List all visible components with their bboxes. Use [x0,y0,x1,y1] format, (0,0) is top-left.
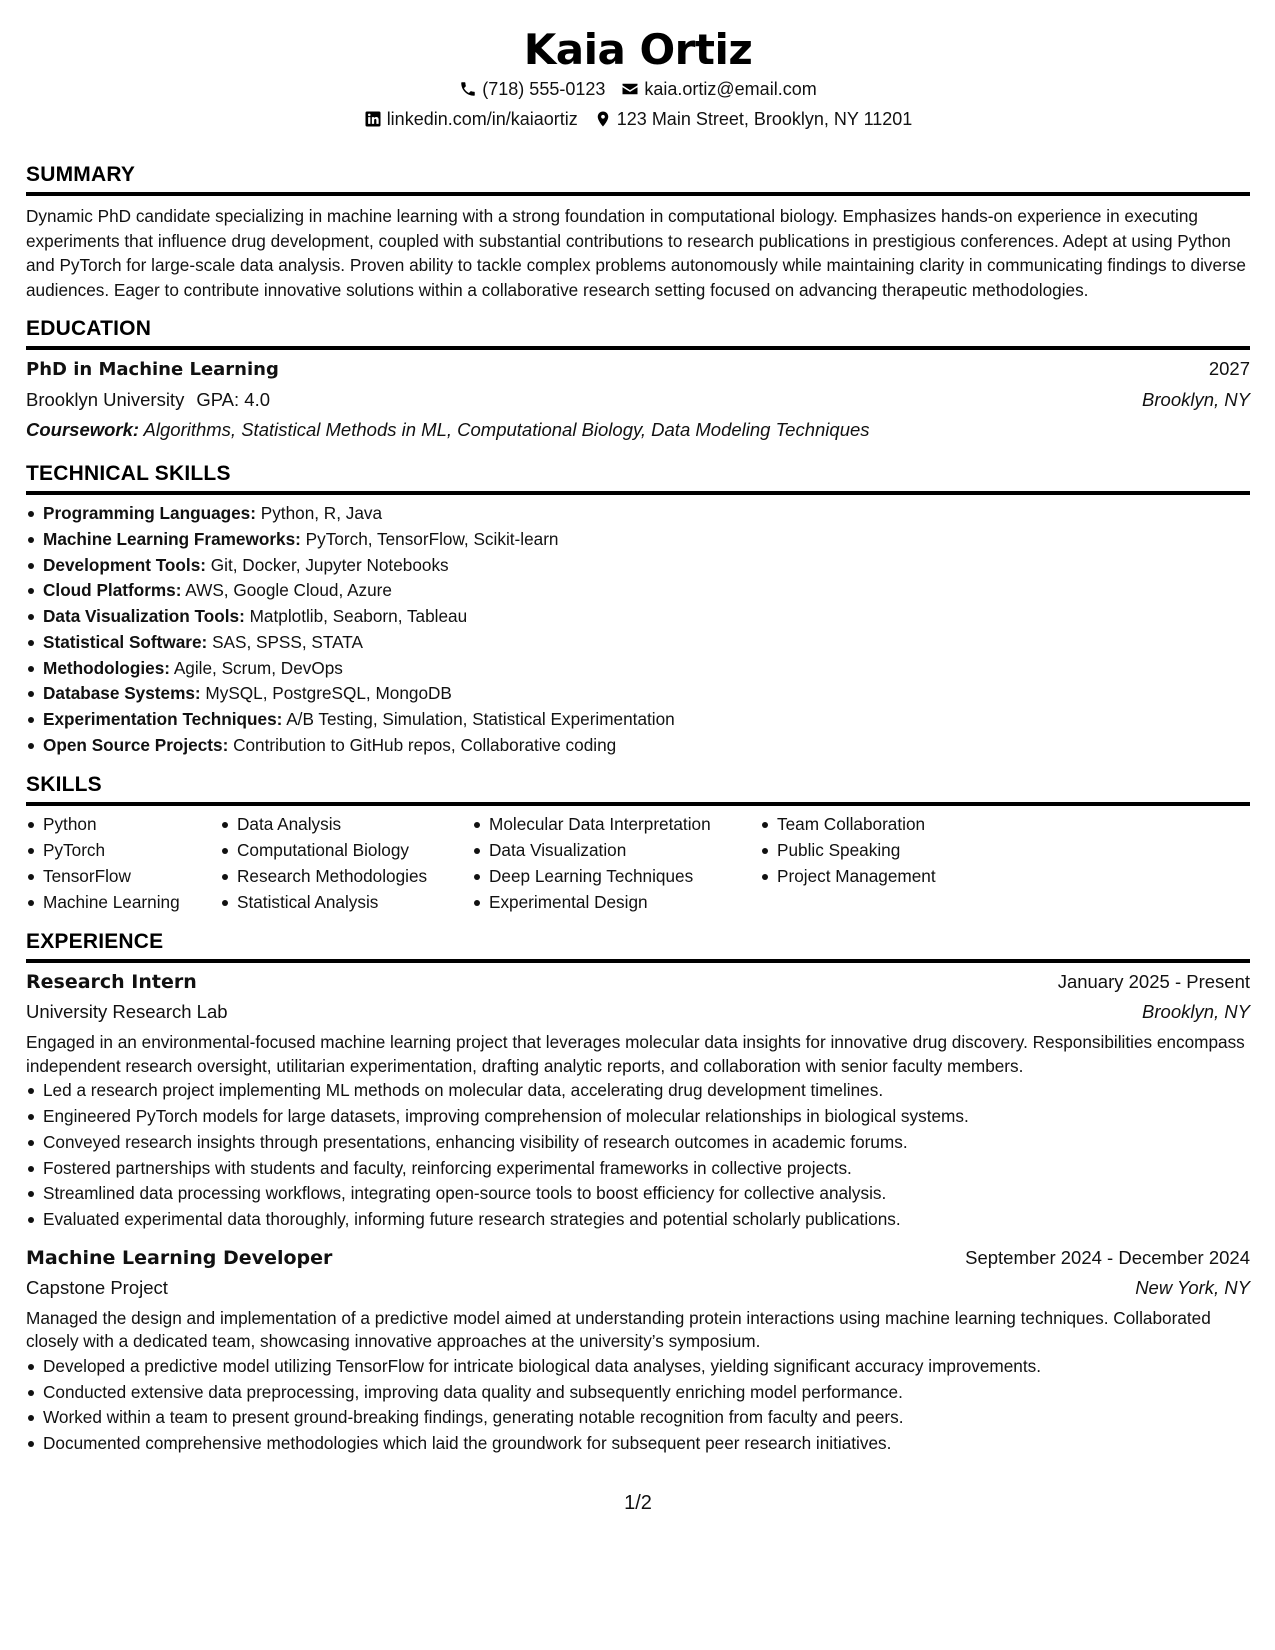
coursework-label: Coursework: [26,419,140,441]
skill-category-value: Git, Docker, Jupyter Notebooks [210,554,449,575]
list-item: Led a research project implementing ML methods on molecular data, accelerating drug development timelines. [26,1078,1250,1104]
list-item: Data Analysis [220,812,472,838]
skill-category-label: Open Source Projects: [43,734,229,755]
skills-column [760,812,1020,915]
job-description: Engaged in an environmental-focused machine learning project that leverages molecular data insights for innovative drug discovery. Responsibilities encompass independent research oversight, utilitarian experimentation, drafting analytic reports, and collaboration with senior faculty members. [26,1032,1245,1076]
job-organization: University Research Lab [26,1001,228,1023]
experience-heading: EXPERIENCE [26,930,164,954]
list-item: Worked within a team to present ground-breaking findings, generating notable recognition from faculty and peers. [26,1405,1250,1431]
skill-category-value: Agile, Scrum, DevOps [173,657,343,678]
candidate-name: Kaia Ortiz [523,25,753,74]
skill-category-value: A/B Testing, Simulation, Statistical Experimentation [286,709,675,729]
list-item: Conveyed research insights through presentations, enhancing visibility of research outcomes in academic forums. [26,1130,1250,1156]
job-title: Research Intern [26,971,197,994]
list-item: Molecular Data Interpretation [472,812,760,838]
section-divider [26,959,1250,963]
section-divider [26,192,1250,196]
job-bullets [26,1078,1250,1232]
list-item: Documented comprehensive methodologies which laid the groundwork for subsequent peer research initiatives. [26,1431,1250,1457]
job-row-1 [26,1243,1250,1273]
email-link[interactable]: kaia.ortiz@email.com [644,79,817,99]
job-row-2 [26,997,1250,1027]
contact-linkedin[interactable] [364,104,578,134]
summary-heading: SUMMARY [26,163,136,186]
job-title: Machine Learning Developer [26,1246,333,1269]
skill-category-label: Experimentation Techniques: [43,709,283,729]
list-item: Conducted extensive data preprocessing, improving data quality and subsequently enriching model performance. [26,1380,1250,1406]
list-item: Developed a predictive model utilizing TensorFlow for intricate biological data analyses, yielding significant accuracy improvements. [26,1354,1250,1380]
skill-category-label: Development Tools: [43,554,206,575]
linkedin-icon [364,110,382,128]
education-year: 2027 [1208,358,1250,380]
list-item: Public Speaking [760,838,1020,864]
job-dates: January 2025 - Present [1057,971,1250,993]
contact-email[interactable] [621,74,816,104]
education-section [26,316,1250,445]
skill-category-value: SAS, SPSS, STATA [212,631,363,652]
envelope-icon [621,80,639,98]
education-school: Brooklyn University [26,389,185,411]
job-dates: September 2024 - December 2024 [965,1246,1250,1268]
education-location: Brooklyn, NY [1142,389,1250,411]
list-item [26,527,1250,553]
job-row-2 [26,1273,1250,1303]
list-item: Evaluated experimental data thoroughly, informing future research strategies and potential scholarly publications. [26,1207,1250,1233]
list-item: Computational Biology [220,838,472,864]
address-text: 123 Main Street, Brooklyn, NY 11201 [616,109,913,129]
skill-category-value: AWS, Google Cloud, Azure [185,580,392,601]
education-coursework [26,415,1250,445]
skills-column [26,812,220,915]
section-divider [26,491,1250,495]
linkedin-link[interactable]: linkedin.com/in/kaiaortiz [386,109,578,129]
education-degree: PhD in Machine Learning [26,359,279,381]
list-item: Python [26,812,220,838]
list-item [26,578,1250,604]
list-item: Experimental Design [472,890,760,916]
skill-category-value: Python, R, Java [260,503,383,524]
section-divider [26,346,1250,350]
summary-section [26,162,1250,302]
list-item: PyTorch [26,838,220,864]
list-item: TensorFlow [26,864,220,890]
experience-entry [26,967,1250,1232]
skill-category-value: Contribution to GitHub repos, Collaborative coding [233,734,617,755]
list-item [26,501,1250,527]
list-item: Research Methodologies [220,864,472,890]
list-item: Deep Learning Techniques [472,864,760,890]
skills-section [26,772,1250,915]
experience-entry [26,1243,1250,1457]
list-item: Project Management [760,864,1020,890]
skills-column [472,812,760,915]
job-row-1 [26,967,1250,997]
education-school-line [26,385,270,415]
technical-skills-heading: TECHNICAL SKILLS [26,462,231,486]
list-item: Team Collaboration [760,812,1020,838]
skill-category-label: Cloud Platforms: [43,580,182,601]
skill-category-label: Data Visualization Tools: [43,606,245,627]
list-item: Streamlined data processing workflows, integrating open-source tools to boost efficiency for collective analysis. [26,1181,1250,1207]
education-row-1 [26,354,1250,385]
job-organization: Capstone Project [26,1276,168,1298]
list-item [26,681,1250,707]
skill-category-label: Machine Learning Frameworks: [43,529,301,550]
page-number: 1/2 [624,1492,652,1514]
contact-line-1 [26,74,1250,104]
education-gpa: GPA: 4.0 [196,389,271,411]
job-bullets [26,1354,1250,1457]
list-item: Fostered partnerships with students and faculty, reinforcing experimental frameworks in collective projects. [26,1156,1250,1182]
skills-column [220,812,472,915]
skill-category-value: MySQL, PostgreSQL, MongoDB [205,683,452,704]
job-description: Managed the design and implementation of a predictive model aimed at understanding protein interactions using machine learning techniques. Collaborated closely with a dedicated team, showcasing innovative approaches at the university’s symposium. [26,1307,1211,1352]
summary-text: Dynamic PhD candidate specializing in machine learning with a strong foundation in computational biology. Emphasizes hands-on experience in executing experiments that influence drug development, coupled with substantial contributions to research publications in prestigious conferences. Adept at using Python and PyTorch for large-scale data analysis. Proven ability to tackle complex problems autonomously while maintaining clarity in communicating findings to diverse audiences. Eager to contribute innovative solutions within a collaborative research setting focused on advancing therapeutic methodologies. [26,206,1246,300]
technical-skills-list [26,501,1250,758]
list-item: Machine Learning [26,890,220,916]
skill-category-label: Methodologies: [43,657,170,678]
contact-address [594,104,913,134]
skill-category-label: Statistical Software: [43,631,208,652]
skills-heading: SKILLS [26,773,102,797]
experience-section [26,929,1250,1456]
resume-page [26,0,1250,1650]
technical-skills-section [26,461,1250,758]
list-item: Statistical Analysis [220,890,472,916]
job-location: Brooklyn, NY [1142,1001,1250,1023]
list-item [26,656,1250,682]
section-divider [26,802,1250,806]
list-item [26,707,1250,733]
phone-text: (718) 555-0123 [482,79,606,99]
list-item: Engineered PyTorch models for large datasets, improving comprehension of molecular relationships in biological systems. [26,1104,1250,1130]
coursework-list: Algorithms, Statistical Methods in ML, Computational Biology, Data Modeling Techniques [143,419,870,441]
list-item [26,630,1250,656]
education-heading: EDUCATION [26,317,152,341]
job-location: New York, NY [1135,1276,1250,1298]
list-item: Data Visualization [472,838,760,864]
skills-grid [26,812,1250,915]
list-item [26,553,1250,579]
skill-category-value: Matplotlib, Seaborn, Tableau [249,606,468,627]
skill-category-label: Database Systems: [43,683,201,704]
contact-phone [459,74,605,104]
education-row-2 [26,385,1250,415]
skill-category-label: Programming Languages: [43,503,256,524]
phone-icon [459,80,477,98]
skill-category-value: PyTorch, TensorFlow, Scikit-learn [305,529,559,550]
list-item [26,604,1250,630]
map-marker-icon [594,110,612,128]
list-item [26,733,1250,759]
contact-line-2 [26,104,1250,134]
resume-header [26,0,1250,134]
